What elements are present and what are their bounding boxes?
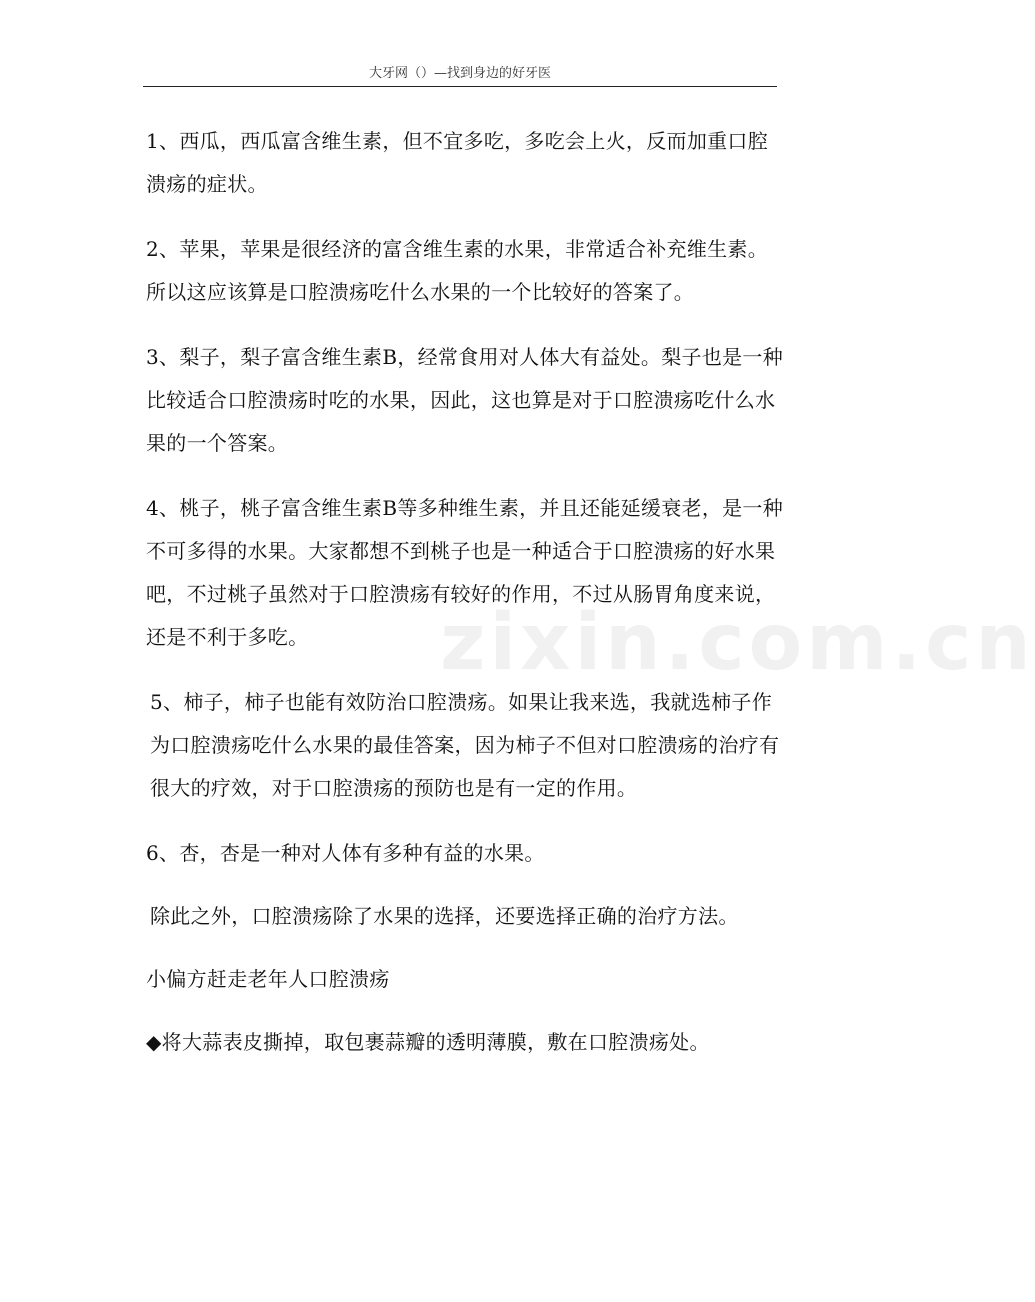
page-header [143, 62, 777, 87]
document-body [146, 120, 786, 1064]
header-title: 大牙网（）—找到身边的好牙医 [368, 66, 551, 81]
paragraph-watermelon: 1、西瓜，西瓜富含维生素，但不宜多吃，多吃会上火，反而加重口腔溃疡的症状。 [146, 129, 769, 196]
paragraph-treatment-note: 除此之外，口腔溃疡除了水果的选择，还要选择正确的治疗方法。 [150, 904, 739, 928]
section-heading-remedy: 小偏方赶走老年人口腔溃疡 [146, 967, 390, 991]
paragraph-apricot: 6、杏，杏是一种对人体有多种有益的水果。 [146, 841, 545, 865]
paragraph-apple: 2、苹果，苹果是很经济的富含维生素的水果，非常适合补充维生素。所以这应该算是口腔溃疡吃什么水果的一个比较好的答案了。 [146, 237, 769, 304]
watermark: zixin.com.cn [440, 598, 1035, 688]
paragraph-persimmon: 5、柿子，柿子也能有效防治口腔溃疡。如果让我来选，我就选柿子作为口腔溃疡吃什么水果的最佳答案，因为柿子不但对口腔溃疡的治疗有很大的疗效，对于口腔溃疡的预防也是有一定的作用。 [150, 690, 780, 800]
paragraph-pear: 3、梨子，梨子富含维生素B，经常食用对人体大有益处。梨子也是一种比较适合口腔溃疡时吃的水果，因此，这也算是对于口腔溃疡吃什么水果的一个答案。 [146, 345, 784, 455]
paragraph-peach: 4、桃子，桃子富含维生素B等多种维生素，并且还能延缓衰老，是一种不可多得的水果。大家都想不到桃子也是一种适合于口腔溃疡的好水果吧，不过桃子虽然对于口腔溃疡有较好的作用，不过从肠胃角度来说，还是不利于多吃。 [146, 496, 784, 649]
paragraph-garlic-remedy: ◆将大蒜表皮撕掉，取包裹蒜瓣的透明薄膜，敷在口腔溃疡处。 [146, 1030, 710, 1054]
